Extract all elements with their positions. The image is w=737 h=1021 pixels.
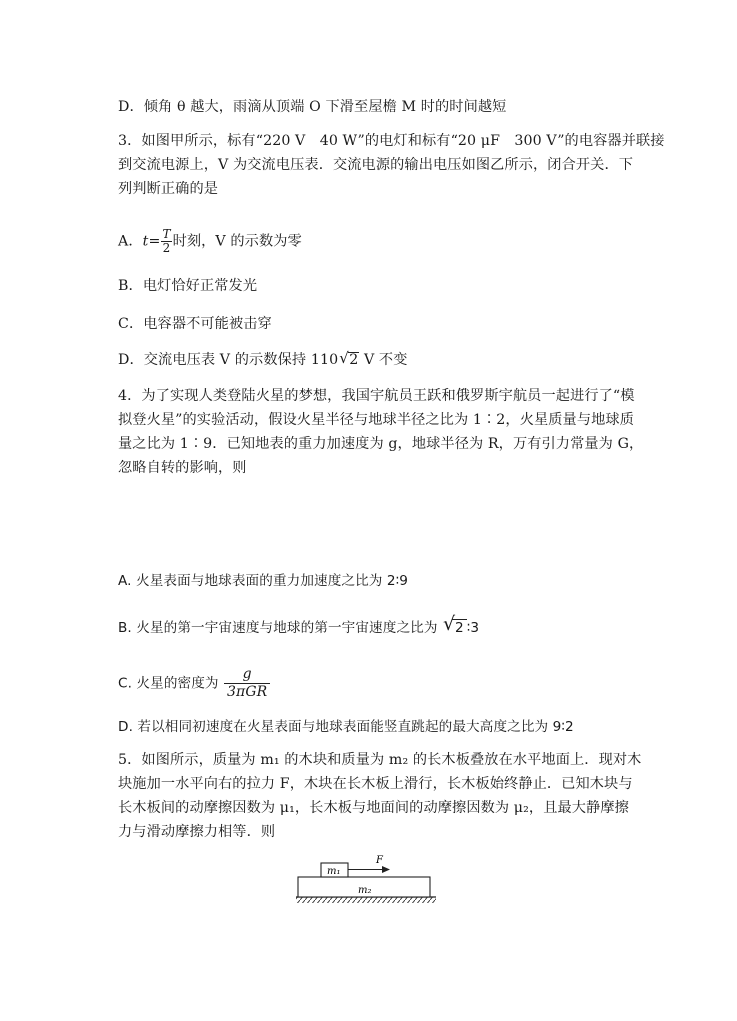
option-text: C. 火星的密度为 — [118, 675, 224, 692]
time-variable: t — [142, 233, 149, 250]
q3-option-d — [118, 350, 407, 370]
block-on-board-figure — [290, 852, 440, 904]
ground-hatching — [296, 897, 436, 903]
fraction — [161, 228, 171, 255]
q3-stem-line-2: 到交流电源上，V 为交流电压表．交流电源的输出电压如图乙所示，闭合开关．下 — [118, 157, 634, 173]
q4-option-c — [118, 666, 271, 701]
q4-stem-line-1: 4．为了实现人类登陆火星的梦想，我国宇航员王跃和俄罗斯宇航员一起进行了“模 — [118, 388, 635, 404]
q2-option-d: D．倾角 θ 越大，雨滴从顶端 O 下滑至屋檐 M 时的时间越短 — [118, 99, 507, 115]
equals-sign: = — [148, 233, 161, 250]
square-root — [443, 618, 467, 638]
q4-stem-line-3: 量之比为 1∶9．已知地表的重力加速度为 g，地球半径为 R，万有引力常量为 G， — [118, 436, 644, 452]
q5-stem-line-1: 5．如图所示，质量为 m₁ 的木块和质量为 m₂ 的长木板叠放在水平地面上．现对木 — [118, 752, 642, 768]
radicand: 2 — [452, 619, 467, 637]
density-fraction — [224, 666, 270, 701]
block-label: m₁ — [327, 866, 341, 877]
q3-stem-line-3: 列判断正确的是 — [118, 181, 219, 197]
q4-option-d: D. 若以相同初速度在火星表面与地球表面能竖直跳起的最大高度之比为 9∶2 — [118, 719, 574, 735]
q4-stem-line-2: 拟登火星”的实验活动，假设火星半径与地球半径之比为 1∶2，火星质量与地球质 — [118, 412, 634, 428]
q5-stem-line-3: 长木板间的动摩擦因数为 μ₁，长木板与地面间的动摩擦因数为 μ₂，且最大静摩擦 — [118, 800, 629, 816]
square-root — [339, 350, 359, 370]
q4-option-b — [118, 618, 479, 638]
option-text: B. 火星的第一宇宙速度与地球的第一宇宙速度之比为 — [118, 620, 442, 636]
q4-option-a: A. 火星表面与地球表面的重力加速度之比为 2∶9 — [118, 573, 409, 589]
option-text: D．交流电压表 V 的示数保持 110 — [118, 352, 339, 368]
q5-stem-line-4: 力与滑动摩擦力相等．则 — [118, 824, 276, 840]
fraction-denominator: 2 — [162, 241, 171, 255]
force-label: F — [376, 855, 383, 866]
q5-stem-line-2: 块施加一水平向右的拉力 F，木块在长木板上滑行，长木板始终静止．已知木块与 — [118, 776, 633, 792]
arrowhead — [382, 866, 390, 873]
option-label: A． — [118, 233, 143, 250]
board-label: m₂ — [358, 885, 372, 896]
fraction-numerator: T — [162, 227, 171, 241]
fraction-numerator: g — [224, 666, 270, 684]
q3-option-b: B．电灯恰好正常发光 — [118, 278, 258, 294]
q3-stem-line-1: 3．如图甲所示，标有“220 V 40 W”的电灯和标有“20 μF 300 V”的电容器并联接 — [118, 133, 665, 149]
option-suffix: V 不变 — [359, 352, 408, 368]
option-suffix: ∶3 — [466, 620, 480, 636]
fraction-denominator: 3πGR — [227, 684, 268, 700]
option-text: 时刻，V 的示数为零 — [172, 233, 302, 250]
radicand: 2 — [349, 352, 359, 368]
q3-option-a — [118, 228, 302, 255]
q4-stem-line-4: 忽略自转的影响，则 — [118, 460, 247, 476]
q3-option-c: C．电容器不可能被击穿 — [118, 316, 272, 332]
